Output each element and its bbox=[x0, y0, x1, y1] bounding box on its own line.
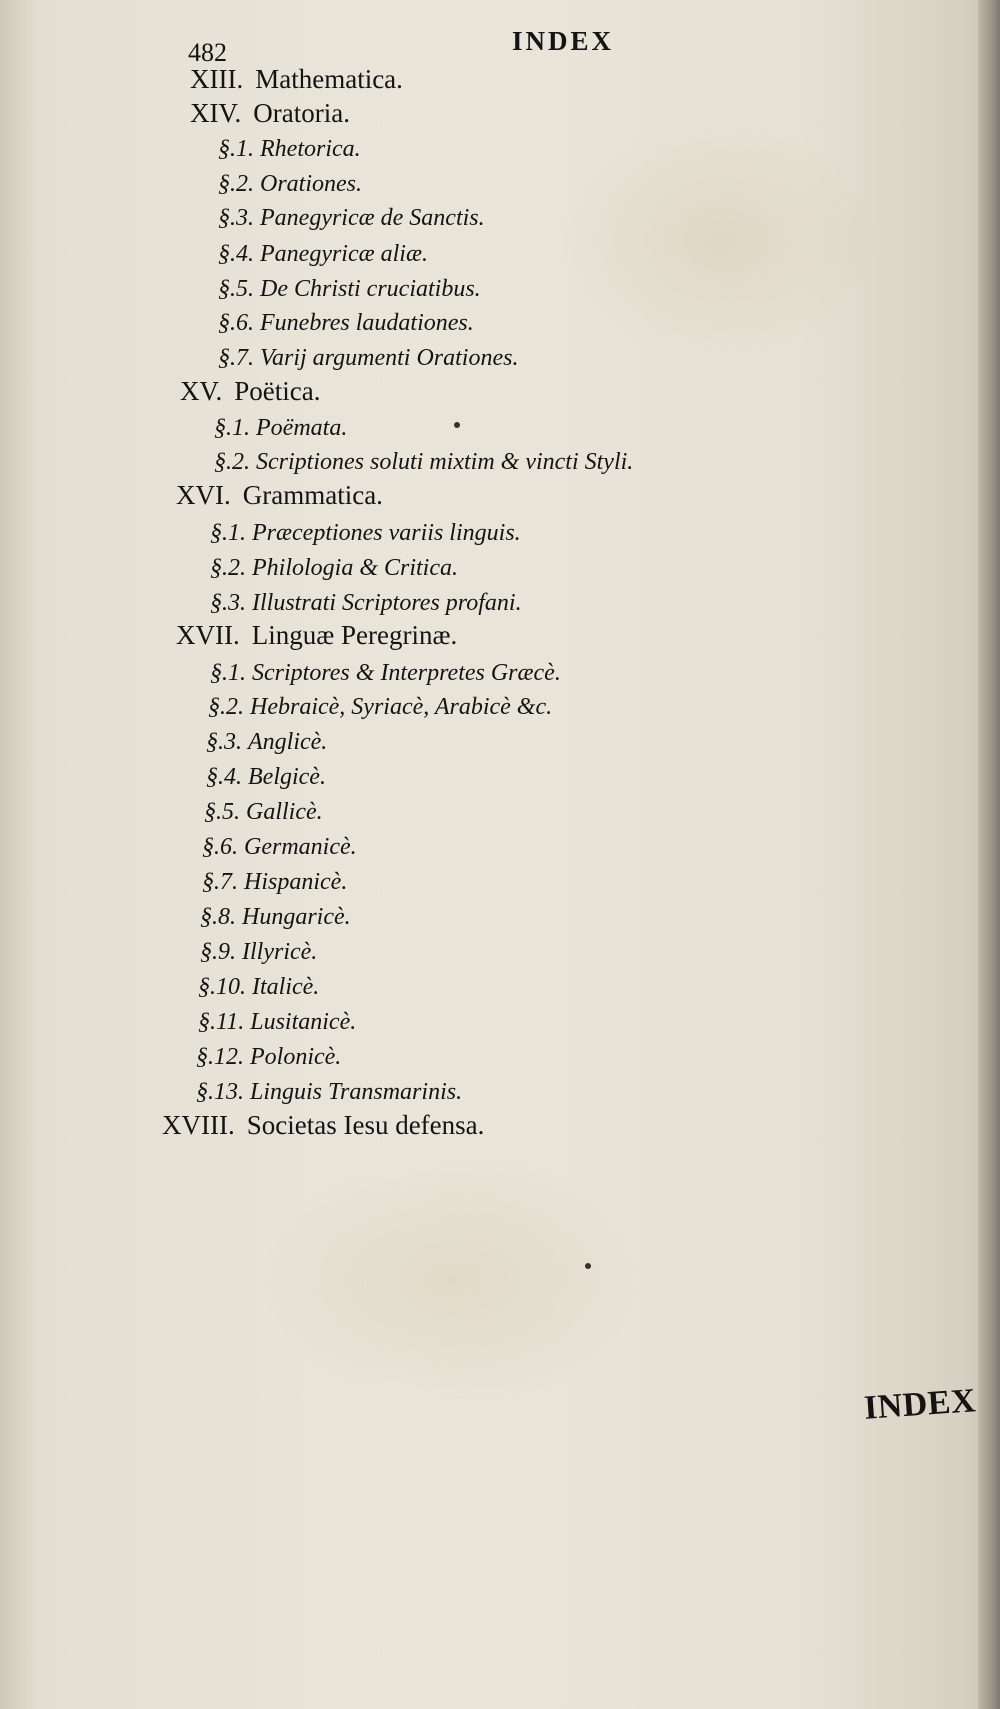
index-entry-section bbox=[198, 1010, 356, 1034]
section-title: Belgicè. bbox=[248, 764, 326, 790]
index-entry-section bbox=[218, 346, 518, 370]
index-entry-section bbox=[210, 661, 561, 685]
chapter-title: Oratoria. bbox=[253, 98, 350, 128]
section-number: §.9. bbox=[200, 939, 236, 965]
chapter-title: Societas Iesu defensa. bbox=[246, 1110, 485, 1140]
section-number: §.8. bbox=[200, 904, 236, 930]
section-title: Panegyricæ aliæ. bbox=[260, 241, 428, 267]
index-entry-section bbox=[200, 940, 317, 964]
running-head: INDEX bbox=[512, 26, 615, 56]
index-entry-section bbox=[206, 730, 327, 754]
chapter-number: XVIII. bbox=[162, 1110, 235, 1140]
catchword: INDEX bbox=[862, 1382, 978, 1427]
section-number: §.2. bbox=[210, 555, 246, 581]
index-entry-section bbox=[204, 800, 323, 824]
section-number: §.11. bbox=[198, 1009, 245, 1035]
index-entry-section bbox=[210, 591, 522, 615]
section-title: Italicè. bbox=[252, 974, 320, 1000]
section-number: §.13. bbox=[196, 1079, 244, 1105]
index-entry-section bbox=[214, 450, 633, 474]
ink-spot bbox=[585, 1263, 591, 1269]
index-entry-chapter bbox=[162, 1112, 484, 1139]
section-number: §.2. bbox=[208, 694, 244, 720]
index-entry-section bbox=[196, 1080, 462, 1104]
section-number: §.5. bbox=[218, 276, 254, 302]
index-entry-chapter bbox=[180, 378, 321, 405]
ink-spot bbox=[454, 422, 460, 428]
index-entry-section bbox=[210, 556, 458, 580]
section-title: Rhetorica. bbox=[260, 136, 361, 162]
section-title: Philologia & Critica. bbox=[252, 555, 459, 581]
section-title: Illustrati Scriptores profani. bbox=[252, 590, 522, 616]
section-number: §.6. bbox=[202, 834, 238, 860]
section-title: Illyricè. bbox=[242, 939, 318, 965]
section-number: §.2. bbox=[218, 171, 254, 197]
section-number: §.4. bbox=[206, 764, 242, 790]
section-number: §.7. bbox=[218, 345, 254, 371]
section-title: Funebres laudationes. bbox=[260, 310, 474, 336]
section-title: Poëmata. bbox=[256, 415, 348, 441]
section-number: §.2. bbox=[214, 449, 250, 475]
section-number: §.1. bbox=[210, 660, 246, 686]
index-entry-chapter bbox=[190, 66, 403, 93]
chapter-number: XVII. bbox=[176, 620, 240, 650]
chapter-title: Poëtica. bbox=[234, 376, 321, 406]
section-number: §.1. bbox=[210, 520, 246, 546]
section-title: Gallicè. bbox=[246, 799, 323, 825]
section-title: Panegyricæ de Sanctis. bbox=[260, 205, 485, 231]
section-title: Polonicè. bbox=[250, 1044, 342, 1070]
index-entry-section bbox=[218, 137, 361, 161]
section-number: §.3. bbox=[206, 729, 242, 755]
section-title: Scriptiones soluti mixtim & vincti Styli. bbox=[256, 449, 634, 475]
index-entry-section bbox=[200, 905, 351, 929]
section-title: Varij argumenti Orationes. bbox=[260, 345, 519, 371]
index-entry-section bbox=[210, 521, 521, 545]
section-title: Hebraicè, Syriacè, Arabicè &c. bbox=[250, 694, 553, 720]
index-entry-section bbox=[214, 416, 347, 440]
chapter-number: XV. bbox=[180, 376, 223, 406]
index-entry-chapter bbox=[190, 100, 350, 127]
index-entry-chapter bbox=[176, 482, 383, 509]
section-number: §.4. bbox=[218, 241, 254, 267]
index-entry-section bbox=[202, 835, 357, 859]
index-entry-section bbox=[218, 311, 474, 335]
chapter-number: XVI. bbox=[176, 480, 231, 510]
section-number: §.1. bbox=[218, 136, 254, 162]
section-title: Hispanicè. bbox=[244, 869, 348, 895]
section-title: Præceptiones variis linguis. bbox=[252, 520, 521, 546]
section-title: Germanicè. bbox=[244, 834, 357, 860]
section-number: §.3. bbox=[210, 590, 246, 616]
section-number: §.3. bbox=[218, 205, 254, 231]
index-entry-section bbox=[218, 172, 362, 196]
page-gutter-shadow bbox=[978, 0, 1000, 1709]
index-entry-section bbox=[202, 870, 347, 894]
index-entry-section bbox=[218, 277, 481, 301]
index-entry-chapter bbox=[176, 622, 457, 649]
index-entry-section bbox=[196, 1045, 341, 1069]
section-title: Lusitanicè. bbox=[250, 1009, 357, 1035]
section-number: §.10. bbox=[198, 974, 246, 1000]
section-number: §.1. bbox=[214, 415, 250, 441]
chapter-number: XIII. bbox=[190, 64, 244, 94]
section-number: §.6. bbox=[218, 310, 254, 336]
section-number: §.12. bbox=[196, 1044, 244, 1070]
section-title: Scriptores & Interpretes Græcè. bbox=[252, 660, 561, 686]
page-number: 482 bbox=[188, 38, 227, 67]
chapter-title: Linguæ Peregrinæ. bbox=[251, 620, 458, 650]
section-title: Orationes. bbox=[260, 171, 362, 197]
chapter-number: XIV. bbox=[190, 98, 242, 128]
index-entry-section bbox=[208, 695, 552, 719]
index-entry-section bbox=[218, 242, 428, 266]
index-entry-section bbox=[198, 975, 319, 999]
index-entry-section bbox=[206, 765, 326, 789]
section-title: Linguis Transmarinis. bbox=[250, 1079, 463, 1105]
index-entry-section bbox=[218, 206, 485, 230]
section-title: Hungaricè. bbox=[242, 904, 351, 930]
chapter-title: Mathematica. bbox=[255, 64, 403, 94]
section-title: Anglicè. bbox=[248, 729, 328, 755]
section-title: De Christi cruciatibus. bbox=[260, 276, 481, 302]
chapter-title: Grammatica. bbox=[242, 480, 383, 510]
section-number: §.5. bbox=[204, 799, 240, 825]
section-number: §.7. bbox=[202, 869, 238, 895]
